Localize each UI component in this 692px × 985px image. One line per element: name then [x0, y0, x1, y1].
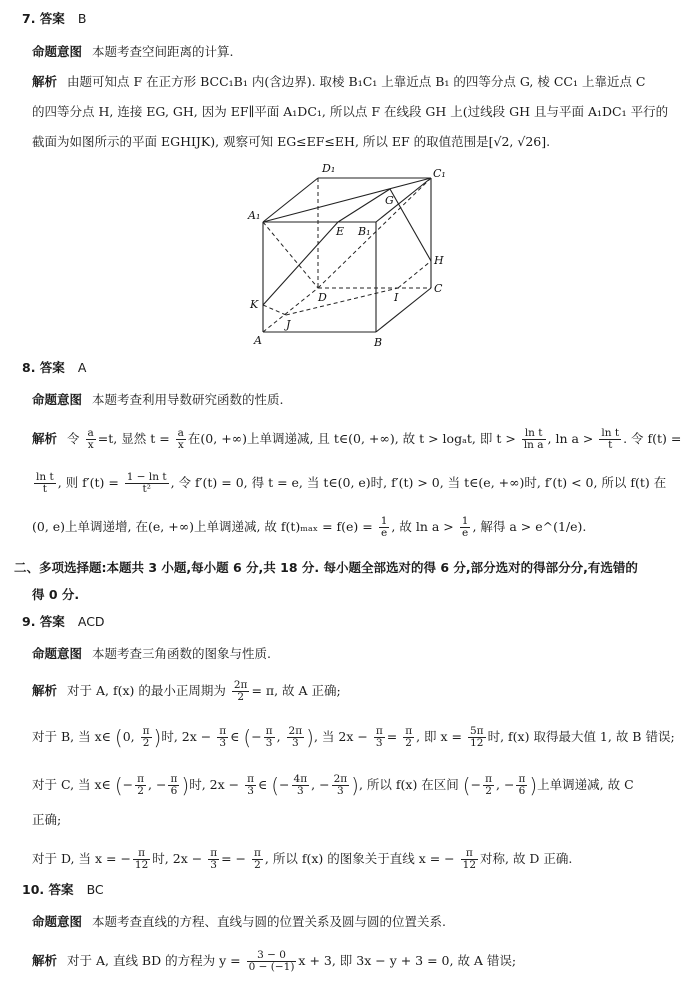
q9-analysis-C-cont: 正确;	[32, 812, 62, 827]
q7-analysis-line1: 解析 由题可知点 F 在正方形 BCC₁B₁ 内(含边界). 取棱 B₁C₁ 上靠近点 B₁ 的四等分点 G, 棱 CC₁ 上靠近点 C	[32, 74, 646, 89]
q8-answer: 8. 答案 A	[22, 360, 87, 375]
q9-analysis-B: 对于 B, 当 x∈ (0, $\frac{\pi}{2}$ )时, 2x − $\frac{\pi}{3}$ ∈ (− $\frac{\pi}{3}$ , $\frac{2\pi}{3}$ ), 当 2x − $\frac{\pi}{3}$ = $\frac{\pi}{2}$ , 即 x = $\frac{5\pi}{12}$ 时, f(x) 取得最大值 1, 故 B 错误;	[32, 725, 675, 750]
frac-1-over-e: $\frac{1}{e}$	[380, 515, 388, 539]
label-E: E	[336, 225, 345, 238]
segment-A1C1	[263, 178, 431, 222]
label-H: H	[434, 254, 444, 267]
segment-GH	[390, 189, 431, 261]
frac-lnt-over-lna: $\frac{\text{ln t}}{\text{ln a}}$	[523, 427, 544, 451]
frac-2pi-over-2: $\frac{2\pi}{2}$	[233, 679, 248, 703]
q7-intent: 命题意图 本题考查空间距离的计算.	[32, 44, 234, 59]
cube-figure	[238, 160, 458, 350]
hidden-KJ	[263, 305, 286, 315]
hidden-DC1	[318, 178, 431, 288]
frac-slope-bd: $\frac{3 - 0}{0 - (-1)}$	[248, 949, 295, 973]
label-J: J	[286, 318, 291, 331]
label-B1: B₁	[358, 225, 371, 238]
q8-analysis-line2: $\frac{\text{ln t}}{t}$ , 则 f′(t) = $\frac{\text{1 − ln t}}{\text{t²}}$ , 令 f′(t) = 0, 得 t = e, 当 t∈(0, e)时, f′(t) > 0, 当 t∈(e, +∞)时, f′(t) < 0, 所以 f(t) 在	[36, 471, 667, 495]
frac-1-over-e-2: $\frac{1}{e}$	[461, 515, 469, 539]
hidden-AD	[263, 288, 318, 332]
q7-answer: 7. 答案 B	[22, 11, 87, 26]
q9-analysis-C: 对于 C, 当 x∈ (− $\frac{\pi}{2}$ , − $\frac{\pi}{6}$ )时, 2x − $\frac{\pi}{3}$ ∈ (− $\frac{4\pi}{3}$ , − $\frac{2\pi}{3}$ ), 所以 f(x) 在区间 (− $\frac{\pi}{2}$ , − $\frac{\pi}{6}$ )上单调递减, 故 C	[32, 773, 634, 798]
frac-a-over-x-2: $\frac{a}{x}$	[177, 427, 184, 451]
label-K: K	[250, 298, 259, 311]
label-B: B	[374, 336, 383, 349]
section2-heading-line2: 得 0 分.	[32, 587, 80, 602]
q8-intent: 命题意图 本题考查利用导数研究函数的性质.	[32, 392, 284, 407]
label-C: C	[434, 282, 443, 295]
frac-lnt-over-t-2: $\frac{\text{ln t}}{t}$	[36, 471, 54, 495]
label-C1: C₁	[433, 167, 446, 180]
q9-intent: 命题意图 本题考查三角函数的图象与性质.	[32, 646, 271, 661]
label-A1: A₁	[248, 209, 261, 222]
label-D: D	[318, 291, 327, 304]
label-A: A	[254, 334, 262, 347]
hidden-A1D	[263, 222, 318, 288]
q8-analysis-line3: (0, e)上单调递增, 在(e, +∞)上单调递减, 故 f(t)ₘₐₓ = f(e) = $\frac{1}{e}$ , 故 ln a > $\frac{1}{e}$ , 解得 a > e^(1/e).	[32, 515, 587, 539]
label-I: I	[394, 291, 399, 304]
label-D1: D₁	[322, 162, 336, 175]
q9-analysis-D: 对于 D, 当 x = − $\frac{\pi}{12}$ 时, 2x − $\frac{\pi}{3}$ = − $\frac{\pi}{2}$ , 所以 f(x) 的图象关于直线 x = − $\frac{\pi}{12}$ 对称, 故 D 正确.	[32, 847, 573, 871]
label-G: G	[385, 194, 394, 207]
frac-lnt-over-t: $\frac{\text{ln t}}{t}$	[601, 427, 620, 451]
edge-A1D1	[263, 178, 318, 222]
hidden-IH	[398, 261, 431, 288]
q7-analysis-line3: 截面为如图所示的平面 EGHIJK), 观察可知 EG≤EF≤EH, 所以 EF 的取值范围是[√2, √26].	[32, 134, 551, 149]
frac-a-over-x: $\frac{a}{x}$	[87, 427, 94, 451]
q9-answer: 9. 答案 ACD	[22, 614, 105, 629]
hidden-JI	[286, 288, 398, 315]
edge-BC	[376, 288, 431, 332]
frac-derivative: $\frac{\text{1 − ln t}}{\text{t²}}$	[126, 471, 167, 495]
q10-answer: 10. 答案 BC	[22, 882, 104, 897]
q9-analysis-A: 解析 对于 A, f(x) 的最小正周期为 $\frac{2\pi}{2}$ = π, 故 A 正确;	[32, 679, 341, 703]
q10-analysis-line1: 解析 对于 A, 直线 BD 的方程为 y = $\frac{3 - 0}{0 - (-1)}$ x + 3, 即 3x − y + 3 = 0, 故 A 错误;	[32, 949, 517, 973]
section2-heading-line1: 二、多项选择题:本题共 3 小题,每小题 6 分,共 18 分. 每小题全部选对的得 6 分,部分选对的得部分分,有选错的	[14, 560, 638, 575]
q10-intent: 命题意图 本题考查直线的方程、直线与圆的位置关系及圆与圆的位置关系.	[32, 914, 446, 929]
q8-analysis-line1: 解析 令 $\frac{a}{x}$ =t, 显然 t = $\frac{a}{x}$ 在(0, +∞)上单调递减, 且 t∈(0, +∞), 故 t > logₐt, 即 t > $\frac{\text{ln t}}{\text{ln a}}$ , ln a > $\frac{\text{ln t}}{t}$ . 令 f(t) =	[32, 427, 682, 451]
q7-analysis-line2: 的四等分点 H, 连接 EG, GH, 因为 EF∥平面 A₁DC₁, 所以点 F 在线段 GH 上(过线段 GH 且与平面 A₁DC₁ 平行的	[32, 104, 669, 119]
